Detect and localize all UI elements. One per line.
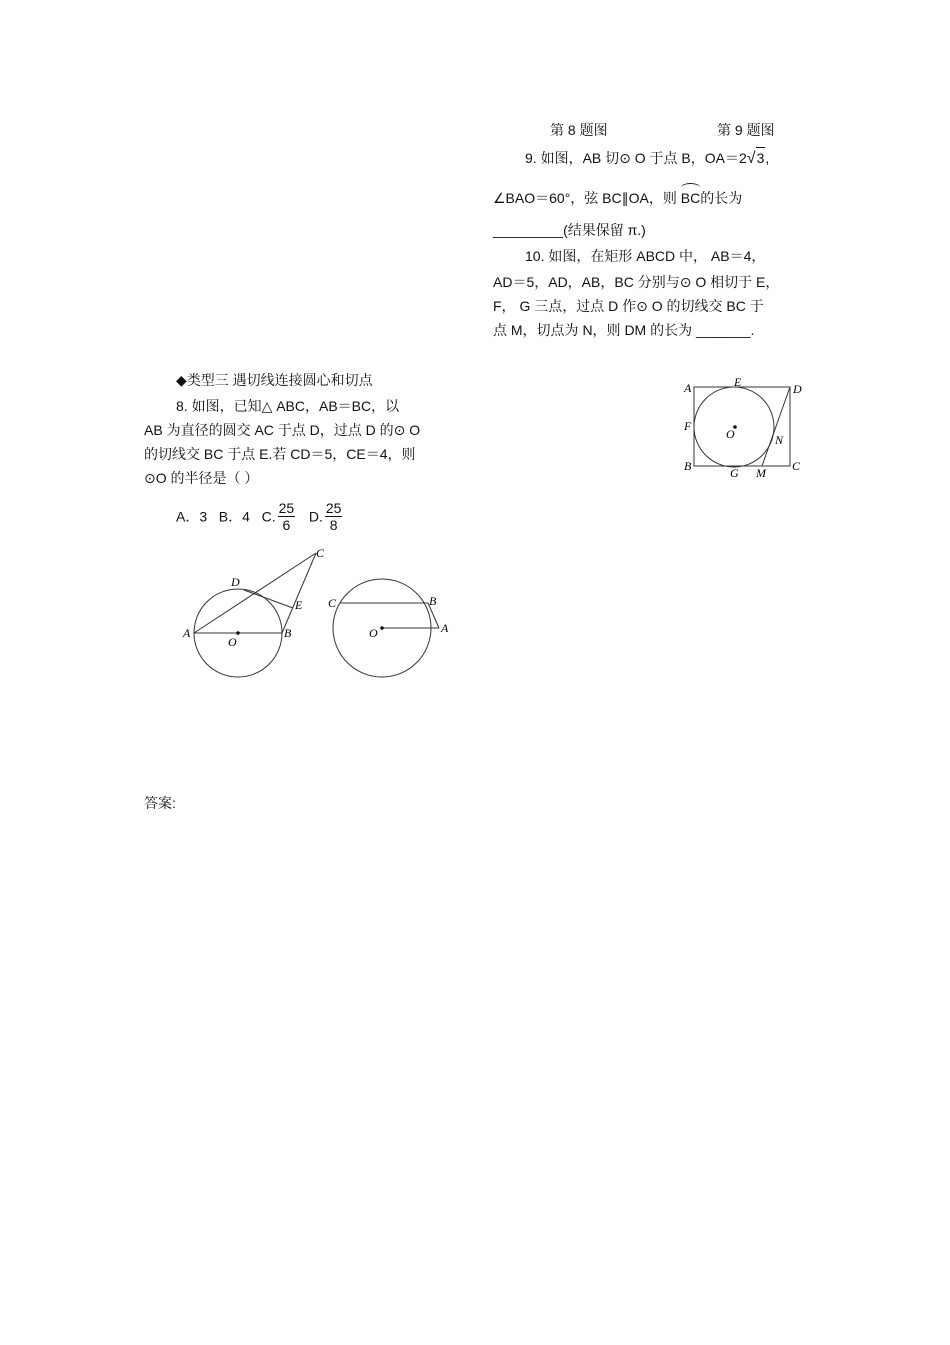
fig10-label-a: A [684,381,692,395]
option-d: D. [308,508,323,525]
fig10-label-d: D [793,382,802,396]
fig9-label-c: C [328,596,337,610]
q10-line-3: F， G 三点，过点 D 作⊙ O 的切线交 BC 于 [493,298,764,314]
option-d-fraction: $\frac{25}{8}$ [325,500,342,533]
fig9-label-b: B [429,594,437,608]
figure-9-diagram [322,570,462,685]
fig10-label-g: G [730,466,739,480]
figure-caption-8: 第 8 题图 [550,122,608,138]
arc-bc: BC [680,190,701,206]
option-b: B．4 [218,508,250,525]
fig8-segment-bc [282,553,316,633]
figure-caption-9: 第 9 题图 [717,122,775,138]
fig9-label-a: A [441,621,449,635]
fig9-label-o: O [369,626,378,640]
fig8-label-a: A [183,626,191,640]
figure-8-diagram [180,545,330,685]
fig10-label-e: E [734,375,742,389]
q9-line-2: ∠BAO＝60°，弦 BC∥OA，则 [493,190,677,206]
fig8-label-e: E [295,598,303,612]
option-a: A．3 [176,508,208,525]
fig10-label-b: B [684,459,692,473]
q9-sqrt-value: 3 [756,147,766,168]
option-c-fraction: $\frac{25}{6}$ [278,500,295,533]
figure-10-diagram [680,375,810,485]
answer-label: 答案: [144,795,176,811]
section-heading: ◆类型三 遇切线连接圆心和切点 [176,372,373,388]
fig8-label-d: D [231,575,240,589]
option-c: C. [261,508,276,525]
fig8-tangent-de [244,590,293,608]
fig10-label-n: N [775,433,784,447]
q10-line-4: 点 M，切点为 N，则 DM 的长为 _______. [493,322,755,338]
fig10-label-c: C [792,459,801,473]
fig10-tangent-dm [762,387,790,466]
fig8-segment-ac [194,553,316,633]
q8-line-1: 8. 如图，已知△ ABC，AB＝BC，以 [176,398,400,414]
q9-line-3: _________(结果保留 π.) [493,222,646,238]
q8-line-2: AB 为直径的圆交 AC 于点 D，过点 D 的⊙ O [144,422,421,438]
fig10-label-m: M [756,466,766,480]
q10-line-2: AD＝5，AD，AB，BC 分别与⊙ O 相切于 E， [493,274,780,290]
q8-line-4: ⊙O 的半径是（ ） [144,470,259,486]
fig9-center-dot [380,626,384,630]
fig8-center-dot [236,631,240,635]
q8-options [176,500,344,533]
q10-line-1: 10. 如图，在矩形 ABCD 中， AB＝4， [525,248,766,264]
fig10-label-o: O [726,427,735,441]
q9-line-1: 9. 如图，AB 切⊙ O 于点 B，OA＝2 [525,150,747,166]
fig8-label-c: C [316,546,325,560]
fig8-label-b: B [284,626,292,640]
q8-line-3: 的切线交 BC 于点 E.若 CD＝5，CE＝4，则 [144,446,416,462]
fig10-label-f: F [684,419,692,433]
fig8-label-o: O [228,635,237,649]
